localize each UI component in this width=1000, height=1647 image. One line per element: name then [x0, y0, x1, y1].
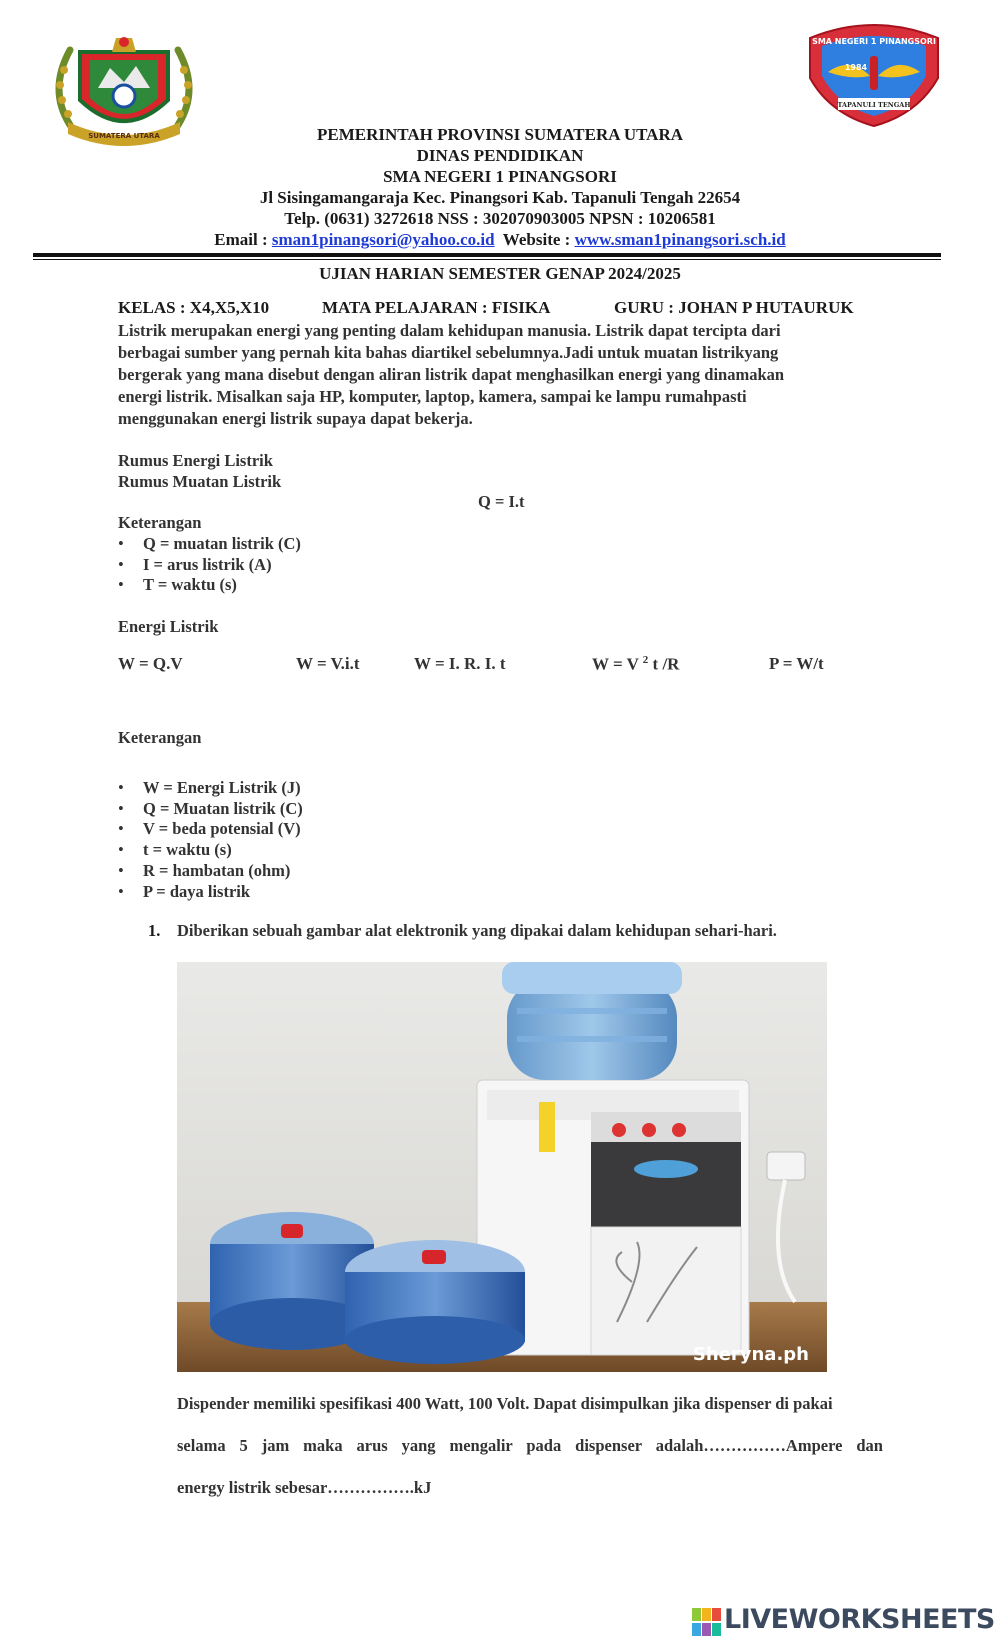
province-logo-text: SUMATERA UTARA — [88, 132, 160, 140]
energy-heading: Energi Listrik — [118, 617, 219, 636]
intro-line: energi listrik. Misalkan saja HP, komputer, laptop, kamera, sampai ke lampu rumahpasti — [118, 387, 747, 406]
subject-info: MATA PELAJARAN : FISIKA — [322, 298, 551, 317]
list-item: • Q = muatan listrik (C) — [118, 534, 301, 555]
formula-p-wt: P = W/t — [769, 654, 824, 673]
intro-line: Listrik merupakan energi yang penting dalam kehidupan manusia. Listrik dapat tercipta dari — [118, 321, 781, 340]
school-logo-banner: TAPANULI TENGAH — [837, 101, 911, 109]
list-item: • W = Energi Listrik (J) — [118, 778, 303, 799]
legend-list-1 — [118, 534, 301, 596]
website-label: Website : — [494, 230, 575, 249]
question-text-line-1: Dispender memiliki spesifikasi 400 Watt, 100 Volt. Dapat disimpulkan jika dispenser di pakai — [177, 1394, 833, 1413]
intro-paragraph — [118, 320, 863, 430]
charge-formula-heading: Rumus Muatan Listrik — [118, 472, 282, 491]
list-item: • I = arus listrik (A) — [118, 555, 301, 576]
list-item: • Q = Muatan listrik (C) — [118, 799, 303, 820]
liveworksheets-logo-icon — [692, 1608, 722, 1638]
letterhead-divider — [33, 253, 941, 257]
list-item: • V = beda potensial (V) — [118, 819, 303, 840]
email-label: Email : — [214, 230, 272, 249]
website-link[interactable]: www.sman1pinangsori.sch.id — [574, 230, 786, 249]
letterhead-government: PEMERINTAH PROVINSI SUMATERA UTARA — [317, 125, 683, 144]
question-number: 1. — [148, 921, 161, 940]
list-item: • T = waktu (s) — [118, 575, 301, 596]
school-logo — [798, 18, 950, 130]
intro-line: berbagai sumber yang pernah kita bahas diartikel sebelumnya.Jadi untuk muatan listrikyang — [118, 343, 779, 362]
formula-w-qv: W = Q.V — [118, 654, 183, 673]
letterhead-school-name: SMA NEGERI 1 PINANGSORI — [383, 167, 617, 186]
email-link[interactable]: sman1pinangsori@yahoo.co.id — [271, 230, 495, 249]
class-info: KELAS : X4,X5,X10 — [118, 298, 270, 317]
formula-w-v2tr: W = V $^2$ t /R — [592, 654, 680, 674]
letterhead-contact — [0, 229, 1000, 250]
liveworksheets-brand: LIVEWORKSHEETS — [724, 1604, 995, 1635]
formula-w-irit: W = I. R. I. t — [414, 654, 506, 673]
list-item: • t = waktu (s) — [118, 840, 303, 861]
photo-watermark: Sheryna.ph — [692, 1344, 809, 1365]
letterhead-phone: Telp. (0631) 3272618 NSS : 302070903005 NPSN : 10206581 — [284, 209, 716, 228]
legend-list-2 — [118, 778, 303, 902]
letterhead-address: Jl Sisingamangaraja Kec. Pinangsori Kab. Tapanuli Tengah 22654 — [259, 188, 741, 207]
legend-heading-1: Keterangan — [118, 513, 202, 532]
charge-formula: Q = I.t — [478, 492, 525, 511]
legend-heading-2: Keterangan — [118, 728, 202, 747]
intro-line: menggunakan energi listrik supaya dapat bekerja. — [118, 409, 473, 428]
intro-line: bergerak yang mana disebut dengan aliran listrik dapat menghasilkan energi yang dinamakan — [118, 365, 785, 384]
teacher-info: GURU : JOHAN P HUTAURUK — [614, 298, 854, 317]
list-item: • R = hambatan (ohm) — [118, 861, 303, 882]
formula-w-vit: W = V.i.t — [296, 654, 360, 673]
energy-formula-heading: Rumus Energi Listrik — [118, 451, 273, 470]
exam-title: UJIAN HARIAN SEMESTER GENAP 2024/2025 — [319, 264, 681, 283]
letterhead-department: DINAS PENDIDIKAN — [416, 146, 584, 165]
school-logo-year: 1984 — [844, 63, 868, 72]
question-prompt: Diberikan sebuah gambar alat elektronik yang dipakai dalam kehidupan sehari-hari. — [177, 921, 777, 940]
letterhead-divider-thin — [33, 259, 941, 260]
school-logo-text: SMA NEGERI 1 PINANGSORI — [812, 37, 936, 46]
dispenser-photo — [177, 962, 827, 1372]
list-item: • P = daya listrik — [118, 882, 303, 903]
question-text-line-3: energy listrik sebesar…………….kJ — [177, 1478, 432, 1497]
question-text-line-2: selama 5 jam maka arus yang mengalir pada dispenser adalah……………Ampere dan — [177, 1436, 883, 1455]
